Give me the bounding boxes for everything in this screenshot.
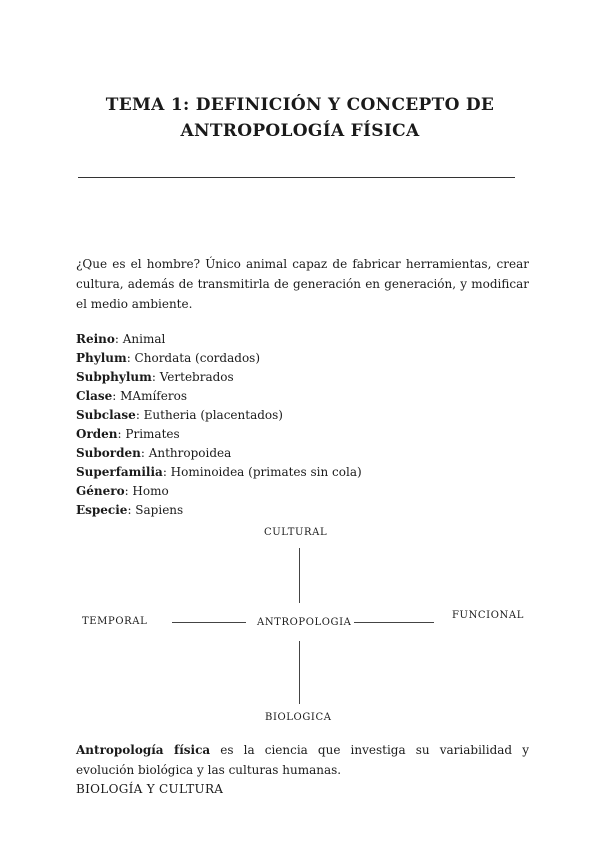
definition-paragraph [76,740,529,780]
page-title [0,92,600,144]
taxonomy-list [76,330,436,520]
title-divider [78,177,515,178]
taxonomy-value: : Primates [117,427,180,441]
taxonomy-row-subphylum [76,368,436,387]
diagram-label-center: ANTROPOLOGIA [257,617,352,628]
definition-text: es la ciencia que investiga su variabilidad y evolución biológica y las culturas humanas. [76,743,529,777]
taxonomy-row-suborden [76,444,436,463]
taxonomy-term: Superfamilia [76,465,163,479]
taxonomy-row-reino [76,330,436,349]
diagram-connector-top [299,548,300,603]
taxonomy-row-genero [76,482,436,501]
taxonomy-value: : MAmíferos [112,389,187,403]
title-line-1: TEMA 1: DEFINICIÓN Y CONCEPTO DE [105,95,495,115]
diagram-connector-bottom [299,641,300,704]
taxonomy-value: : Vertebrados [151,370,234,384]
taxonomy-value: : Anthropoidea [140,446,232,460]
diagram-connector-left [172,622,246,623]
taxonomy-term: Especie [76,503,128,517]
taxonomy-row-especie [76,501,436,520]
diagram-connector-right [354,622,434,623]
taxonomy-value: : Sapiens [127,503,184,517]
taxonomy-term: Subphylum [76,370,152,384]
taxonomy-value: : Chordata (cordados) [126,351,261,365]
taxonomy-term: Orden [76,427,118,441]
diagram-label-left: TEMPORAL [82,616,148,627]
diagram-label-top: CULTURAL [264,527,328,538]
taxonomy-term: Subclase [76,408,136,422]
taxonomy-term: Género [76,484,125,498]
taxonomy-value: : Animal [114,332,166,346]
diagram-label-right: FUNCIONAL [452,610,524,621]
taxonomy-value: : Eutheria (placentados) [135,408,283,422]
diagram-label-bottom: BIOLOGICA [265,712,332,723]
taxonomy-row-phylum [76,349,436,368]
taxonomy-term: Clase [76,389,113,403]
taxonomy-term: Reino [76,332,115,346]
taxonomy-row-subclase [76,406,436,425]
title-line-2: ANTROPOLOGÍA FÍSICA [180,121,420,141]
taxonomy-row-orden [76,425,436,444]
taxonomy-value: : Hominoidea (primates sin cola) [162,465,362,479]
section-heading: BIOLOGÍA Y CULTURA [76,782,224,796]
definition-term: Antropología física [76,743,211,757]
taxonomy-term: Phylum [76,351,127,365]
taxonomy-value: : Homo [124,484,169,498]
intro-paragraph: ¿Que es el hombre? Único animal capaz de fabricar herramientas, crear cultura, además de transmitirla de generación en generación, y modificar el medio ambiente. [76,257,529,311]
taxonomy-row-superfamilia [76,463,436,482]
taxonomy-term: Suborden [76,446,141,460]
taxonomy-row-clase [76,387,436,406]
